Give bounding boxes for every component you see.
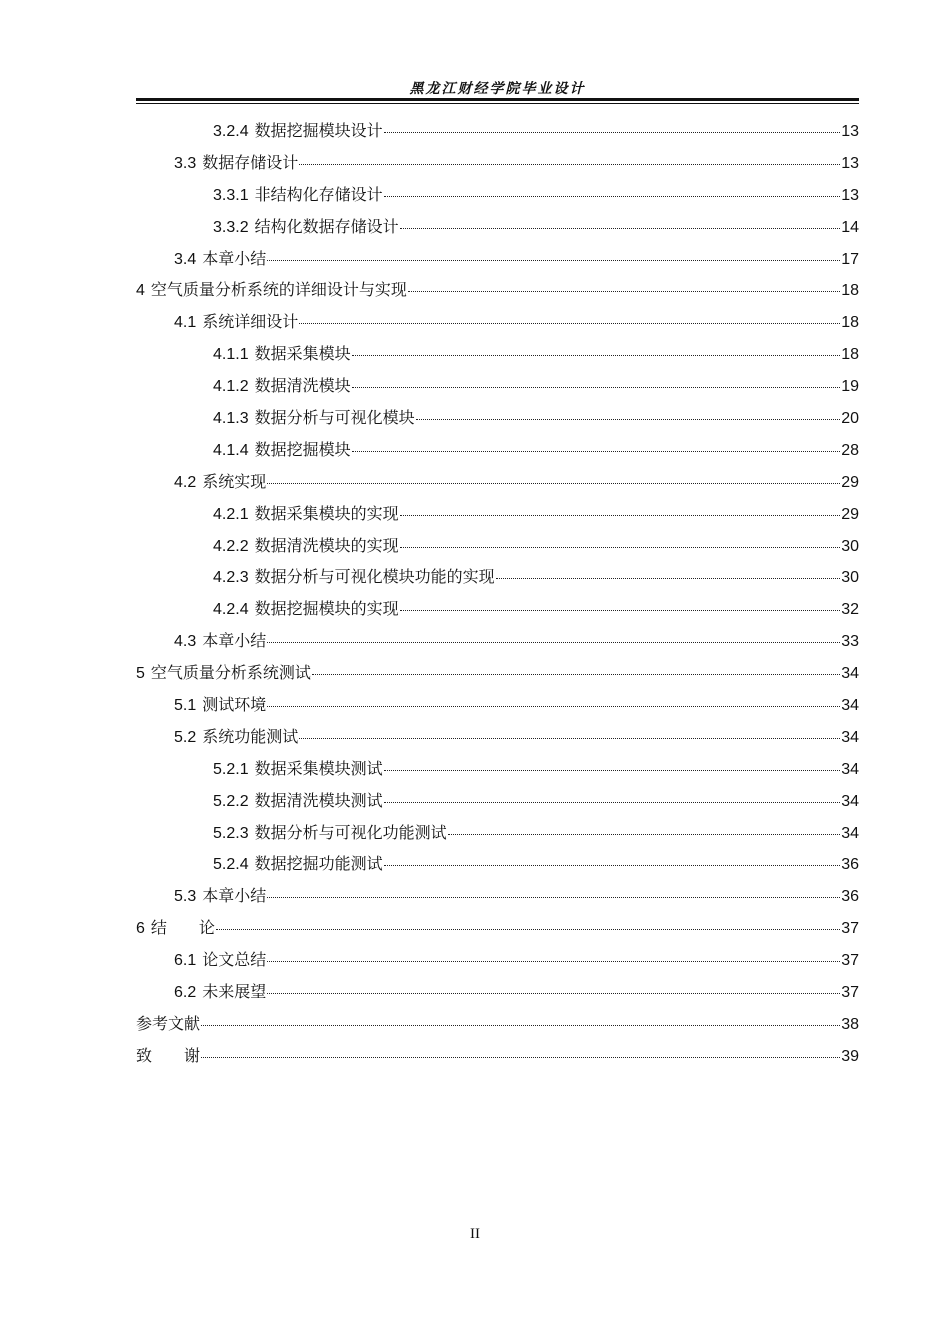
toc-entry-page: 13 <box>841 154 859 172</box>
toc-entry-text: 数据挖掘功能测试 <box>254 854 383 874</box>
toc-entry[interactable] <box>136 277 859 309</box>
toc-entry-page: 34 <box>841 792 859 810</box>
toc-entry[interactable] <box>136 118 859 150</box>
toc-entry-number: 6.1 <box>174 952 197 970</box>
toc-entry-text: 数据挖掘模块设计 <box>254 121 383 140</box>
dot-leader <box>416 419 841 420</box>
toc-entry-number: 3.2.4 <box>213 123 249 140</box>
dot-leader <box>201 1025 840 1026</box>
dot-leader <box>267 961 840 962</box>
toc-entry-number: 5.2.4 <box>213 856 249 874</box>
toc-entry[interactable] <box>136 214 859 246</box>
toc-entry[interactable] <box>136 501 859 533</box>
toc-entry-title <box>136 660 311 683</box>
toc-entry-title <box>213 788 383 811</box>
dot-leader <box>267 706 840 707</box>
toc-entry-number: 4.2.1 <box>213 505 249 523</box>
toc-entry[interactable] <box>136 309 859 341</box>
toc-entry-page: 30 <box>841 569 859 587</box>
toc-entry-title <box>136 277 407 300</box>
toc-entry[interactable] <box>136 469 859 501</box>
toc-entry-text: 空气质量分析系统的详细设计与实现 <box>150 280 407 300</box>
toc-entry-text: 数据清洗模块 <box>254 376 351 396</box>
toc-entry-page: 18 <box>841 314 859 332</box>
toc-entry-text: 数据清洗模块的实现 <box>254 535 399 555</box>
toc-entry-text: 数据分析与可视化模块 <box>254 408 415 428</box>
dot-leader <box>299 323 840 324</box>
toc-entry[interactable] <box>136 820 859 852</box>
toc-entry-page: 28 <box>841 441 859 459</box>
toc-entry-title <box>213 851 383 874</box>
toc-entry-number: 5 <box>136 665 145 683</box>
header-rule-thick <box>136 98 859 101</box>
toc-entry-page: 34 <box>841 697 859 715</box>
dot-leader <box>216 929 840 930</box>
toc-entry[interactable] <box>136 182 859 214</box>
page-number: II <box>470 1226 480 1242</box>
toc-entry-page: 19 <box>841 378 859 396</box>
toc-entry-text: 本章小结 <box>202 886 267 906</box>
toc-entry-title <box>136 1043 200 1066</box>
toc-entry[interactable] <box>136 724 859 756</box>
toc-entry-number: 5.3 <box>174 888 197 906</box>
toc-entry-page: 34 <box>841 824 859 842</box>
toc-entry-page: 34 <box>841 760 859 778</box>
dot-leader <box>201 1057 840 1058</box>
toc-entry-number: 4.1.3 <box>213 410 249 428</box>
toc-entry[interactable] <box>136 373 859 405</box>
dot-leader <box>352 387 841 388</box>
dot-leader <box>267 260 840 261</box>
toc-entry-text: 结 论 <box>150 918 215 938</box>
toc-entry-number: 3.3 <box>174 154 197 172</box>
toc-entry-title <box>174 979 266 1002</box>
toc-entry-title <box>213 756 383 779</box>
toc-entry[interactable] <box>136 756 859 788</box>
toc-entry[interactable] <box>136 1043 859 1075</box>
toc-entry-text: 数据采集模块的实现 <box>254 503 399 523</box>
toc-entry-title <box>213 533 399 556</box>
toc-entry[interactable] <box>136 660 859 692</box>
toc-entry[interactable] <box>136 150 859 182</box>
toc-entry-text: 数据挖掘模块 <box>254 439 351 459</box>
toc-entry-number: 4.2.3 <box>213 569 249 587</box>
dot-leader <box>400 515 841 516</box>
toc-entry-text: 未来展望 <box>202 982 267 1002</box>
dot-leader <box>448 834 841 835</box>
toc-entry-number: 5.1 <box>174 697 197 715</box>
toc-entry[interactable] <box>136 341 859 373</box>
dot-leader <box>352 355 841 356</box>
toc-entry[interactable] <box>136 788 859 820</box>
toc-entry-number: 3.4 <box>174 250 197 268</box>
toc-entry-title <box>174 883 266 906</box>
toc-entry-number: 3.3.2 <box>213 218 249 236</box>
table-of-contents <box>136 118 859 1075</box>
toc-entry[interactable] <box>136 596 859 628</box>
toc-entry-number: 5.2 <box>174 728 197 746</box>
toc-entry-number: 6.2 <box>174 984 197 1002</box>
toc-entry-page: 29 <box>841 473 859 491</box>
dot-leader <box>267 483 840 484</box>
toc-entry-title <box>213 373 351 396</box>
toc-entry-title <box>213 501 399 524</box>
toc-entry[interactable] <box>136 883 859 915</box>
toc-entry-number: 5.2.3 <box>213 824 249 842</box>
toc-entry-page: 34 <box>841 728 859 746</box>
toc-entry-title <box>174 724 298 747</box>
toc-entry-number: 4.3 <box>174 633 197 651</box>
toc-entry-number: 4.1.4 <box>213 441 249 459</box>
toc-entry-title <box>213 214 399 237</box>
toc-entry-text: 数据采集模块 <box>254 344 351 364</box>
toc-entry[interactable] <box>136 915 859 947</box>
toc-entry-title <box>213 564 495 587</box>
toc-entry-text: 结构化数据存储设计 <box>254 216 399 236</box>
toc-entry-page: 29 <box>841 505 859 523</box>
toc-entry[interactable] <box>136 533 859 565</box>
toc-entry-title <box>174 150 298 173</box>
toc-entry-title <box>174 947 266 970</box>
toc-entry-page: 33 <box>841 633 859 651</box>
toc-entry[interactable] <box>136 979 859 1011</box>
toc-entry-number: 4.2 <box>174 473 197 491</box>
toc-entry[interactable] <box>136 1011 859 1043</box>
toc-entry-text: 系统详细设计 <box>202 312 299 332</box>
toc-entry-number: 4.2.4 <box>213 601 249 619</box>
dot-leader <box>267 993 840 994</box>
toc-entry-number: 5.2.1 <box>213 760 249 778</box>
toc-entry-page: 36 <box>841 856 859 874</box>
dot-leader <box>496 578 841 579</box>
toc-entry-text: 本章小结 <box>202 248 267 268</box>
toc-entry-number: 4 <box>136 282 145 300</box>
toc-entry-page: 37 <box>841 952 859 970</box>
toc-entry-number: 3.3.1 <box>213 186 249 204</box>
toc-entry-text: 数据清洗模块测试 <box>254 790 383 810</box>
toc-entry-page: 20 <box>841 410 859 428</box>
toc-entry-text: 测试环境 <box>202 695 267 715</box>
toc-entry-text: 系统功能测试 <box>202 726 299 746</box>
toc-entry[interactable] <box>136 628 859 660</box>
dot-leader <box>352 451 841 452</box>
dot-leader <box>267 897 840 898</box>
toc-entry-page: 13 <box>841 123 859 140</box>
toc-entry-page: 17 <box>841 250 859 268</box>
toc-entry-title <box>213 596 399 619</box>
toc-entry-page: 38 <box>841 1015 859 1033</box>
toc-entry-title <box>213 820 447 843</box>
toc-entry[interactable] <box>136 246 859 278</box>
toc-entry-number: 4.1.1 <box>213 346 249 364</box>
toc-entry-text: 本章小结 <box>202 631 267 651</box>
dot-leader <box>312 674 840 675</box>
dot-leader <box>267 642 840 643</box>
toc-entry-text: 非结构化存储设计 <box>254 184 383 204</box>
dot-leader <box>384 132 841 133</box>
toc-entry-text: 论文总结 <box>202 950 267 970</box>
toc-entry-title <box>174 692 266 715</box>
toc-entry-text: 数据分析与可视化模块功能的实现 <box>254 567 495 587</box>
toc-entry[interactable] <box>136 564 859 596</box>
toc-entry-page: 18 <box>841 282 859 300</box>
toc-entry-page: 14 <box>841 218 859 236</box>
toc-entry-title <box>174 469 266 492</box>
toc-entry-page: 37 <box>841 920 859 938</box>
dot-leader <box>384 865 841 866</box>
toc-entry-number: 4.2.2 <box>213 537 249 555</box>
toc-entry-text: 参考文献 <box>136 1013 201 1033</box>
dot-leader <box>299 738 840 739</box>
toc-entry-text: 数据存储设计 <box>202 152 299 172</box>
toc-entry-page: 36 <box>841 888 859 906</box>
toc-entry-title <box>213 405 415 428</box>
toc-entry-title <box>213 118 383 141</box>
toc-entry-page: 34 <box>841 665 859 683</box>
page-header-title: 黑龙江财经学院毕业设计 <box>409 81 586 97</box>
toc-entry-title <box>136 915 215 938</box>
toc-entry[interactable] <box>136 947 859 979</box>
toc-entry-title <box>213 341 351 364</box>
dot-leader <box>400 610 841 611</box>
toc-entry-text: 数据采集模块测试 <box>254 758 383 778</box>
toc-entry[interactable] <box>136 692 859 724</box>
toc-entry-title <box>174 628 266 651</box>
toc-entry-page: 39 <box>841 1047 859 1065</box>
toc-entry-number: 4.1 <box>174 314 197 332</box>
toc-entry-title <box>174 309 298 332</box>
dot-leader <box>400 547 841 548</box>
toc-entry-title <box>213 182 383 205</box>
toc-entry-number: 4.1.2 <box>213 378 249 396</box>
toc-entry-text: 数据分析与可视化功能测试 <box>254 822 447 842</box>
dot-leader <box>384 770 841 771</box>
toc-entry-page: 37 <box>841 984 859 1002</box>
dot-leader <box>384 802 841 803</box>
dot-leader <box>400 228 841 229</box>
toc-entry-page: 18 <box>841 346 859 364</box>
dot-leader <box>299 164 840 165</box>
toc-entry-page: 30 <box>841 537 859 555</box>
toc-entry-title <box>213 437 351 460</box>
toc-entry-text: 数据挖掘模块的实现 <box>254 599 399 619</box>
toc-entry-text: 空气质量分析系统测试 <box>150 663 311 683</box>
toc-entry[interactable] <box>136 851 859 883</box>
toc-entry[interactable] <box>136 437 859 469</box>
toc-entry-number: 6 <box>136 920 145 938</box>
toc-entry[interactable] <box>136 405 859 437</box>
toc-entry-text: 致 谢 <box>136 1045 201 1065</box>
header-rule-thin <box>136 103 859 104</box>
toc-entry-page: 13 <box>841 186 859 204</box>
dot-leader <box>408 291 840 292</box>
toc-entry-text: 系统实现 <box>202 471 267 491</box>
toc-entry-title <box>136 1011 200 1034</box>
toc-entry-title <box>174 246 266 269</box>
toc-entry-number: 5.2.2 <box>213 792 249 810</box>
dot-leader <box>384 196 841 197</box>
toc-entry-page: 32 <box>841 601 859 619</box>
